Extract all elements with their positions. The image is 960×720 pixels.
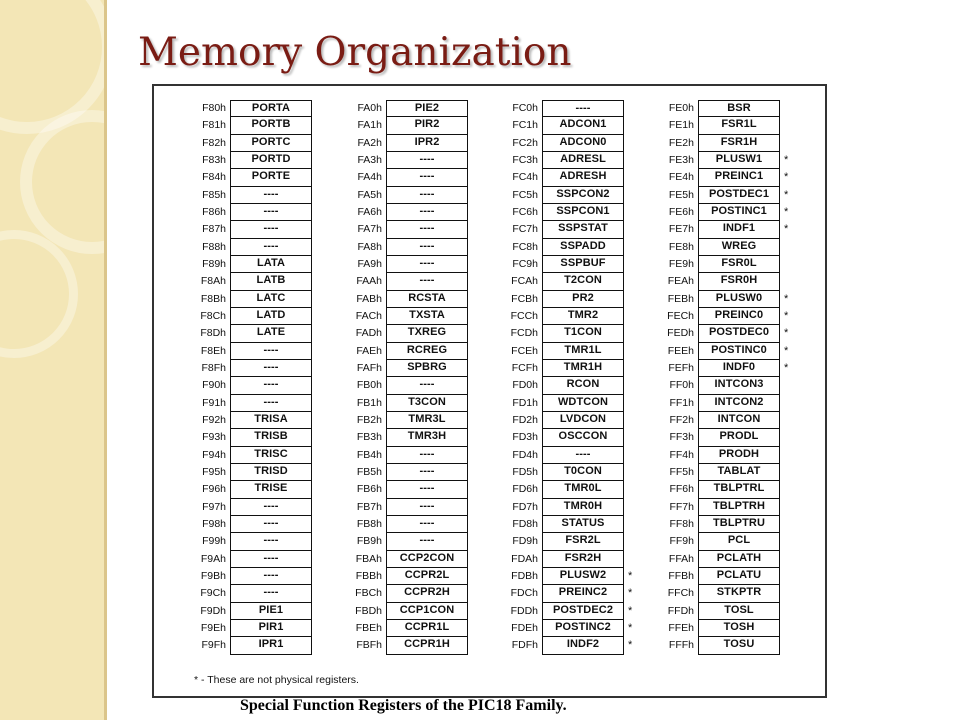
register-name: ADCON1 xyxy=(542,117,624,134)
register-name: PCLATH xyxy=(698,551,780,568)
register-name: PORTE xyxy=(230,169,312,186)
figure-caption: Special Function Registers of the PIC18 Family. xyxy=(240,697,567,714)
register-address: F8Dh xyxy=(200,327,226,340)
register-address: FF3h xyxy=(669,431,694,444)
register-name: IPR1 xyxy=(230,637,312,654)
register-name: T1CON xyxy=(542,325,624,342)
register-name: ---- xyxy=(386,152,468,169)
register-address: FACh xyxy=(355,309,382,322)
register-address: FD3h xyxy=(512,431,538,444)
register-name: PREINC2 xyxy=(542,585,624,602)
register-name: ---- xyxy=(386,204,468,221)
register-name: T3CON xyxy=(386,395,468,412)
register-address: FBCh xyxy=(355,587,382,600)
register-address: F82h xyxy=(202,136,226,149)
register-address: FC9h xyxy=(512,257,538,270)
register-address: F92h xyxy=(202,413,226,426)
register-address: FA7h xyxy=(357,223,382,236)
register-address: FA2h xyxy=(357,136,382,149)
register-name: SSPADD xyxy=(542,239,624,256)
register-name: TOSH xyxy=(698,620,780,637)
decorative-circle xyxy=(20,110,164,254)
register-address: FECh xyxy=(667,309,694,322)
register-name: POSTINC2 xyxy=(542,620,624,637)
register-name: FSR1L xyxy=(698,117,780,134)
register-address: FCFh xyxy=(511,361,538,374)
register-address: FEBh xyxy=(667,292,694,305)
register-name: LATC xyxy=(230,291,312,308)
register-address: FD8h xyxy=(512,517,538,530)
register-name: ---- xyxy=(230,343,312,360)
register-name: CCPR2H xyxy=(386,585,468,602)
register-name: T0CON xyxy=(542,464,624,481)
register-name: ---- xyxy=(230,204,312,221)
register-name: POSTDEC2 xyxy=(542,603,624,620)
register-name: TMR1H xyxy=(542,360,624,377)
register-address: FC3h xyxy=(512,153,538,166)
register-name: ---- xyxy=(230,516,312,533)
register-address: FA1h xyxy=(357,119,382,132)
register-name: TBLPTRH xyxy=(698,499,780,516)
register-address: F8Fh xyxy=(201,361,226,374)
register-name: CCPR1L xyxy=(386,620,468,637)
register-name: ---- xyxy=(386,187,468,204)
register-name: POSTINC0 xyxy=(698,343,780,360)
register-address: F95h xyxy=(202,465,226,478)
register-address: FFCh xyxy=(667,587,694,600)
register-address: F80h xyxy=(202,102,226,114)
register-address: FDAh xyxy=(511,552,538,565)
register-name: SSPBUF xyxy=(542,256,624,273)
register-address: FFBh xyxy=(668,569,694,582)
register-name: INDF2 xyxy=(542,637,624,654)
register-address: FC7h xyxy=(512,223,538,236)
register-address: FC0h xyxy=(512,102,538,114)
register-address: FAEh xyxy=(356,344,382,357)
register-name: PORTA xyxy=(230,100,312,117)
register-name: ---- xyxy=(542,447,624,464)
register-address: F89h xyxy=(202,257,226,270)
register-address: FA4h xyxy=(357,171,382,184)
register-name: INTCON2 xyxy=(698,395,780,412)
register-name: ---- xyxy=(386,221,468,238)
register-address: FF1h xyxy=(669,396,694,409)
register-name: PREINC1 xyxy=(698,169,780,186)
register-name: TMR0H xyxy=(542,499,624,516)
register-address: F83h xyxy=(202,153,226,166)
register-name: TMR3L xyxy=(386,412,468,429)
register-address: FB4h xyxy=(356,448,382,461)
register-name: TABLAT xyxy=(698,464,780,481)
register-name: PR2 xyxy=(542,291,624,308)
register-name: CCPR1H xyxy=(386,637,468,654)
register-name: TRISB xyxy=(230,429,312,446)
register-address: FCAh xyxy=(511,275,538,288)
register-name: TOSU xyxy=(698,637,780,654)
register-address: FE6h xyxy=(668,205,694,218)
register-address: F97h xyxy=(202,500,226,513)
register-address: FB7h xyxy=(356,500,382,513)
register-address: FBEh xyxy=(355,621,382,634)
register-name: POSTINC1 xyxy=(698,204,780,221)
non-physical-marker: * xyxy=(628,639,633,652)
register-name: PIR1 xyxy=(230,620,312,637)
register-address: FC2h xyxy=(512,136,538,149)
non-physical-marker: * xyxy=(784,171,789,184)
register-name: ---- xyxy=(230,568,312,585)
register-name: ---- xyxy=(542,100,624,117)
register-address: FB0h xyxy=(356,379,382,392)
register-name: FSR2H xyxy=(542,551,624,568)
non-physical-marker: * xyxy=(784,344,789,357)
register-name: TRISD xyxy=(230,464,312,481)
register-address: F84h xyxy=(202,171,226,184)
register-map-figure xyxy=(152,84,827,698)
register-name: WREG xyxy=(698,239,780,256)
register-address: F85h xyxy=(202,188,226,201)
register-address: FBBh xyxy=(355,569,382,582)
register-address: F86h xyxy=(202,205,226,218)
non-physical-marker: * xyxy=(784,153,789,166)
register-name: CCP2CON xyxy=(386,551,468,568)
register-name: TBLPTRL xyxy=(698,481,780,498)
register-name: RCON xyxy=(542,377,624,394)
register-address: FDFh xyxy=(511,639,538,652)
register-name: WDTCON xyxy=(542,395,624,412)
register-name: ---- xyxy=(386,256,468,273)
register-name: ---- xyxy=(386,169,468,186)
register-address: F88h xyxy=(202,240,226,253)
register-name: POSTDEC1 xyxy=(698,187,780,204)
register-name: CCPR2L xyxy=(386,568,468,585)
decorative-side-band xyxy=(0,0,107,720)
register-name: OSCCON xyxy=(542,429,624,446)
register-address: FF7h xyxy=(669,500,694,513)
register-name: STATUS xyxy=(542,516,624,533)
non-physical-marker: * xyxy=(784,309,789,322)
register-name: RCREG xyxy=(386,343,468,360)
register-name: INDF0 xyxy=(698,360,780,377)
register-address: FE1h xyxy=(668,119,694,132)
register-address: FD6h xyxy=(512,483,538,496)
register-name: ---- xyxy=(386,377,468,394)
register-name: ---- xyxy=(386,499,468,516)
register-address: F81h xyxy=(202,119,226,132)
register-name: TBLPTRU xyxy=(698,516,780,533)
register-address: FBDh xyxy=(355,604,382,617)
register-address: FFEh xyxy=(668,621,694,634)
register-name: TMR3H xyxy=(386,429,468,446)
register-address: FB1h xyxy=(356,396,382,409)
register-name: ---- xyxy=(230,377,312,394)
register-address: F9Ah xyxy=(200,552,226,565)
register-name: LVDCON xyxy=(542,412,624,429)
register-name: ---- xyxy=(230,360,312,377)
register-address: FE4h xyxy=(668,171,694,184)
register-address: F9Eh xyxy=(200,621,226,634)
register-name: ---- xyxy=(386,273,468,290)
register-name: INDF1 xyxy=(698,221,780,238)
register-address: FA3h xyxy=(357,153,382,166)
register-name: LATD xyxy=(230,308,312,325)
register-address: FD1h xyxy=(512,396,538,409)
register-name: PIE2 xyxy=(386,100,468,117)
register-address: FB8h xyxy=(356,517,382,530)
register-address: FBFh xyxy=(356,639,382,652)
register-name: POSTDEC0 xyxy=(698,325,780,342)
slide-title: Memory Organization xyxy=(138,30,572,75)
register-name: PLUSW2 xyxy=(542,568,624,585)
register-address: FAAh xyxy=(356,275,382,288)
register-address: F8Ah xyxy=(200,275,226,288)
register-name: TRISC xyxy=(230,447,312,464)
register-address: FA5h xyxy=(357,188,382,201)
register-name: SPBRG xyxy=(386,360,468,377)
register-name: ---- xyxy=(230,239,312,256)
register-address: FEEh xyxy=(667,344,694,357)
register-name: STKPTR xyxy=(698,585,780,602)
register-name: SSPCON1 xyxy=(542,204,624,221)
register-name: TRISA xyxy=(230,412,312,429)
register-name: ---- xyxy=(386,533,468,550)
register-address: F9Fh xyxy=(201,639,226,652)
register-address: FADh xyxy=(355,327,382,340)
register-address: FD9h xyxy=(512,535,538,548)
register-address: FE0h xyxy=(668,102,694,114)
register-name: CCP1CON xyxy=(386,603,468,620)
non-physical-marker: * xyxy=(784,188,789,201)
register-name: TMR2 xyxy=(542,308,624,325)
register-address: FE8h xyxy=(668,240,694,253)
register-address: F9Ch xyxy=(200,587,226,600)
register-name: LATB xyxy=(230,273,312,290)
register-address: FF4h xyxy=(669,448,694,461)
register-name: ADRESL xyxy=(542,152,624,169)
register-name: FSR0L xyxy=(698,256,780,273)
register-address: FF2h xyxy=(669,413,694,426)
register-name: TXREG xyxy=(386,325,468,342)
register-name: TRISE xyxy=(230,481,312,498)
register-name: PORTB xyxy=(230,117,312,134)
register-name: PCL xyxy=(698,533,780,550)
register-address: FB3h xyxy=(356,431,382,444)
register-address: FA0h xyxy=(357,102,382,114)
register-address: F93h xyxy=(202,431,226,444)
register-name: LATA xyxy=(230,256,312,273)
register-name: LATE xyxy=(230,325,312,342)
register-name: INTCON3 xyxy=(698,377,780,394)
register-name: ---- xyxy=(230,187,312,204)
register-address: FB6h xyxy=(356,483,382,496)
register-name: ---- xyxy=(386,239,468,256)
register-address: F90h xyxy=(202,379,226,392)
register-address: FD4h xyxy=(512,448,538,461)
register-name: BSR xyxy=(698,100,780,117)
register-address: FFDh xyxy=(667,604,694,617)
register-address: FBAh xyxy=(355,552,382,565)
footnote: * - These are not physical registers. xyxy=(194,674,359,686)
register-address: FE3h xyxy=(668,153,694,166)
register-address: FD7h xyxy=(512,500,538,513)
register-name: TOSL xyxy=(698,603,780,620)
register-address: FFAh xyxy=(668,552,694,565)
register-address: FCCh xyxy=(510,309,538,322)
register-address: FDEh xyxy=(511,621,538,634)
register-address: FF0h xyxy=(669,379,694,392)
non-physical-marker: * xyxy=(784,361,789,374)
register-address: FC8h xyxy=(512,240,538,253)
register-address: FE9h xyxy=(668,257,694,270)
register-address: FB5h xyxy=(356,465,382,478)
register-address: FA6h xyxy=(357,205,382,218)
register-address: FABh xyxy=(356,292,382,305)
register-address: FF8h xyxy=(669,517,694,530)
register-name: SSPCON2 xyxy=(542,187,624,204)
register-address: FCDh xyxy=(510,327,538,340)
register-address: FD5h xyxy=(512,465,538,478)
register-name: TMR1L xyxy=(542,343,624,360)
register-address: F91h xyxy=(202,396,226,409)
non-physical-marker: * xyxy=(628,587,633,600)
register-name: ---- xyxy=(230,221,312,238)
register-address: F87h xyxy=(202,223,226,236)
register-name: FSR0H xyxy=(698,273,780,290)
register-address: FDDh xyxy=(510,604,538,617)
register-address: FCEh xyxy=(511,344,538,357)
register-name: ---- xyxy=(230,533,312,550)
register-address: F98h xyxy=(202,517,226,530)
register-name: ---- xyxy=(230,499,312,516)
register-name: ---- xyxy=(386,516,468,533)
register-address: FE2h xyxy=(668,136,694,149)
register-name: PRODL xyxy=(698,429,780,446)
register-name: ---- xyxy=(230,395,312,412)
register-name: PREINC0 xyxy=(698,308,780,325)
register-name: RCSTA xyxy=(386,291,468,308)
register-address: FEAh xyxy=(667,275,694,288)
register-name: PLUSW1 xyxy=(698,152,780,169)
register-name: PRODH xyxy=(698,447,780,464)
register-address: FE5h xyxy=(668,188,694,201)
register-name: ---- xyxy=(386,481,468,498)
register-address: FEDh xyxy=(667,327,694,340)
register-address: FA9h xyxy=(357,257,382,270)
register-name: FSR1H xyxy=(698,135,780,152)
register-address: FA8h xyxy=(357,240,382,253)
register-address: FC1h xyxy=(512,119,538,132)
register-name: PIR2 xyxy=(386,117,468,134)
register-address: F94h xyxy=(202,448,226,461)
register-address: FC6h xyxy=(512,205,538,218)
register-name: ---- xyxy=(230,551,312,568)
register-name: ---- xyxy=(386,447,468,464)
non-physical-marker: * xyxy=(628,569,633,582)
register-address: FFFh xyxy=(668,639,694,652)
register-name: SSPSTAT xyxy=(542,221,624,238)
register-address: FB2h xyxy=(356,413,382,426)
register-address: FC4h xyxy=(512,171,538,184)
register-name: PORTD xyxy=(230,152,312,169)
non-physical-marker: * xyxy=(628,604,633,617)
register-address: F9Bh xyxy=(200,569,226,582)
non-physical-marker: * xyxy=(784,223,789,236)
register-name: PCLATU xyxy=(698,568,780,585)
register-name: PORTC xyxy=(230,135,312,152)
register-address: FEFh xyxy=(668,361,694,374)
register-address: FE7h xyxy=(668,223,694,236)
register-address: FDBh xyxy=(511,569,538,582)
non-physical-marker: * xyxy=(628,621,633,634)
register-name: FSR2L xyxy=(542,533,624,550)
register-address: FF6h xyxy=(669,483,694,496)
register-name: INTCON xyxy=(698,412,780,429)
register-name: TMR0L xyxy=(542,481,624,498)
register-name: TXSTA xyxy=(386,308,468,325)
register-address: F8Bh xyxy=(200,292,226,305)
register-address: F8Eh xyxy=(200,344,226,357)
register-name: IPR2 xyxy=(386,135,468,152)
register-address: F9Dh xyxy=(200,604,226,617)
register-address: F8Ch xyxy=(200,309,226,322)
register-address: FAFh xyxy=(356,361,382,374)
register-name: PIE1 xyxy=(230,603,312,620)
non-physical-marker: * xyxy=(784,327,789,340)
register-name: PLUSW0 xyxy=(698,291,780,308)
register-address: FC5h xyxy=(512,188,538,201)
register-address: F96h xyxy=(202,483,226,496)
register-name: ADCON0 xyxy=(542,135,624,152)
register-address: FF5h xyxy=(669,465,694,478)
register-name: ---- xyxy=(386,464,468,481)
register-address: FD0h xyxy=(512,379,538,392)
register-address: FDCh xyxy=(510,587,538,600)
register-address: FD2h xyxy=(512,413,538,426)
register-address: F99h xyxy=(202,535,226,548)
register-name: ADRESH xyxy=(542,169,624,186)
non-physical-marker: * xyxy=(784,292,789,305)
register-address: FF9h xyxy=(669,535,694,548)
register-name: ---- xyxy=(230,585,312,602)
non-physical-marker: * xyxy=(784,205,789,218)
register-address: FB9h xyxy=(356,535,382,548)
register-name: T2CON xyxy=(542,273,624,290)
register-address: FCBh xyxy=(511,292,538,305)
